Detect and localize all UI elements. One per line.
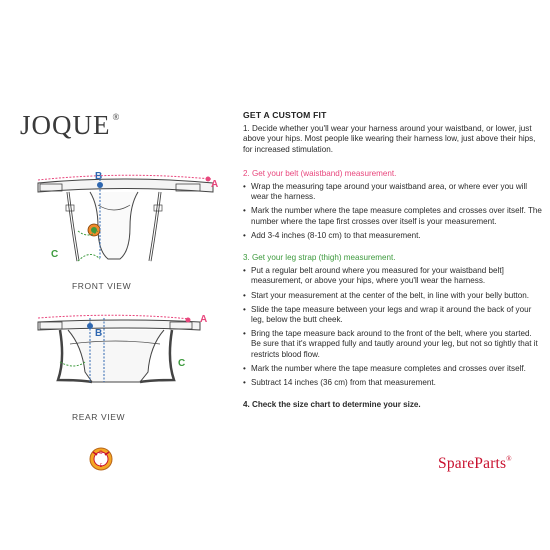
joque-registered-mark: ® <box>112 112 121 122</box>
instructions <box>243 110 543 410</box>
step-2-list <box>243 182 543 241</box>
step-1-text: 1. Decide whether you'll wear your harness around your waistband, or lower, just above your hips. Most people like wearing their harness low, just above their hips, for increased stimulation. <box>243 124 536 154</box>
badge-letter-top: D <box>99 451 103 456</box>
list-item: • Subtract 14 inches (36 cm) from that measurement. <box>243 378 543 388</box>
rear-marker-c: C <box>178 358 186 369</box>
list-item: • Put a regular belt around where you measured for your waistband belt] measurement, or above your hips, where you'll wear the harness. <box>243 266 543 286</box>
step-3-list <box>243 266 543 388</box>
step-4-text: 4. Check the size chart to determine your size. <box>243 400 421 410</box>
list-item: • Add 3-4 inches (8-10 cm) to that measurement. <box>243 231 543 241</box>
joque-logo-text: JOQUE <box>20 110 111 140</box>
front-view-figure <box>28 165 223 275</box>
front-marker-a: A <box>211 179 219 190</box>
instructions-title: GET A CUSTOM FIT <box>243 110 327 120</box>
spareparts-registered-mark: ® <box>506 455 512 463</box>
badge-icon <box>88 446 114 472</box>
front-marker-b: B <box>95 171 103 182</box>
step-3-title: 3. Get your leg strap (thigh) measurement. <box>243 253 396 263</box>
rear-marker-b: B <box>95 328 103 339</box>
spareparts-logo <box>438 455 512 473</box>
joque-logo <box>20 110 120 141</box>
badge-letter-bottom: E <box>99 464 103 469</box>
rear-view-harness-illustration <box>30 310 225 400</box>
list-item: • Mark the number where the tape measure completes and crosses over itself. <box>243 364 543 374</box>
list-item: • Slide the tape measure between your legs and wrap it around the back of your leg, below the butt cheek. <box>243 305 543 325</box>
step-2-title: 2. Get your belt (waistband) measurement. <box>243 168 397 178</box>
list-item: • Wrap the measuring tape around your waistband area, or where ever you will wear the harness. <box>243 182 543 202</box>
front-view-label: FRONT VIEW <box>72 281 132 291</box>
front-marker-c: C <box>51 249 59 260</box>
list-item: • Mark the number where the tape measure completes and crosses over itself. The number where the tape first crosses over itself is your measurement. <box>243 206 543 226</box>
list-item: • Start your measurement at the center of the belt, in line with your belly button. <box>243 291 543 301</box>
rear-view-label: REAR VIEW <box>72 412 126 422</box>
rear-marker-a: A <box>200 314 208 325</box>
list-item: • Bring the tape measure back around to the front of the belt, where you started. Be sure that it's wrapped fully and tautly around your leg, but not so tightly that it restricts blood flow. <box>243 329 543 360</box>
spareparts-logo-text: SpareParts <box>438 455 507 472</box>
rear-view-figure <box>30 310 225 400</box>
